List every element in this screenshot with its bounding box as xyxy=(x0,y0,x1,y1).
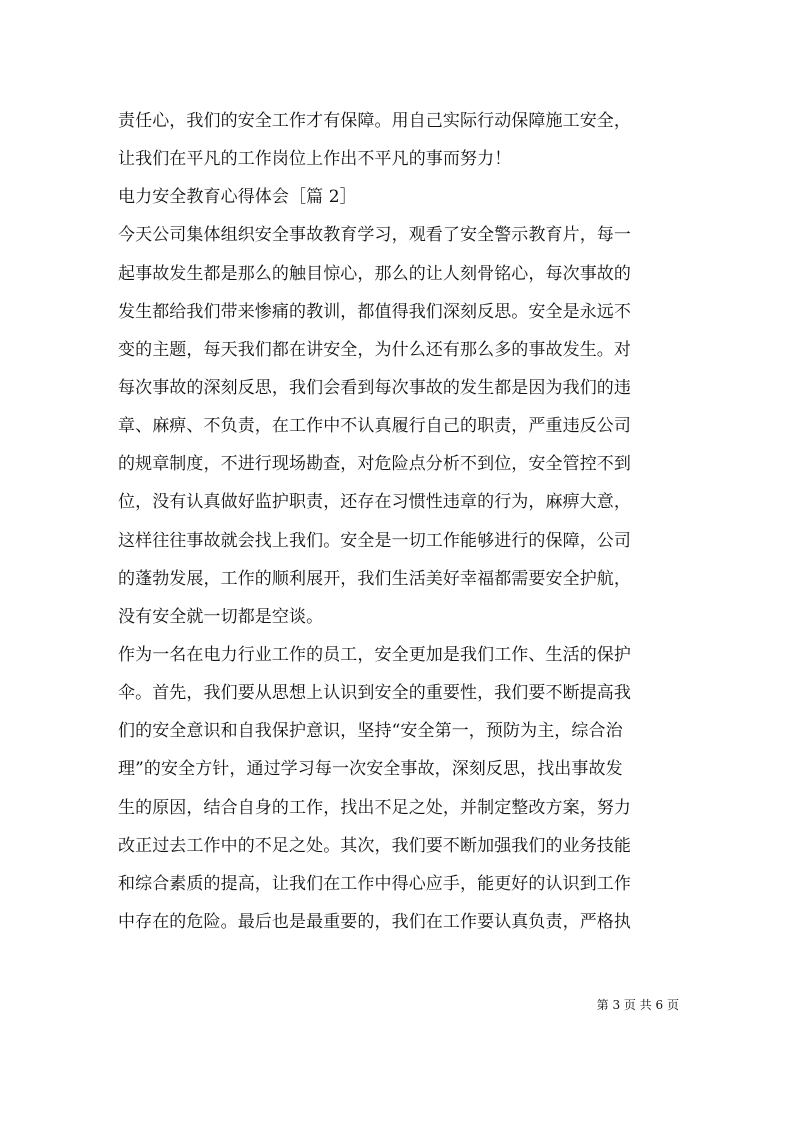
text-line-6: 发生都给我们带来惨痛的教训，都值得我们深刻反思。安全是永远不 xyxy=(118,301,631,322)
text-line-5: 起事故发生都是那么的触目惊心，那么的让人刻骨铭心，每次事故的 xyxy=(118,263,631,284)
text-line-20: 改正过去工作中的不足之处。其次，我们要不断加强我们的业务技能 xyxy=(118,835,631,856)
page-number-footer: 第 3 页 共 6 页 xyxy=(596,998,679,1012)
text-line-11: 位，没有认真做好监护职责，还存在习惯性违章的行为，麻痹大意， xyxy=(118,492,631,513)
section-heading: 电力安全教育心得体会［篇 2］ xyxy=(118,187,357,208)
page-body xyxy=(118,102,683,941)
text-line-4: 今天公司集体组织安全事故教育学习，观看了安全警示教育片，每一 xyxy=(118,225,631,246)
text-line-19: 生的原因，结合自身的工作，找出不足之处，并制定整改方案，努力 xyxy=(118,797,631,818)
text-line-8: 每次事故的深刻反思，我们会看到每次事故的发生都是因为我们的违 xyxy=(118,377,631,398)
text-line-17: 们的安全意识和自我保护意识，坚持“安全第一，预防为主，综合治 xyxy=(118,721,623,742)
text-line-13: 的蓬勃发展，工作的顺利展开，我们生活美好幸福都需要安全护航， xyxy=(118,568,631,589)
text-line-2: 让我们在平凡的工作岗位上作出不平凡的事而努力！ xyxy=(118,149,512,170)
text-line-7: 变的主题，每天我们都在讲安全，为什么还有那么多的事故发生。对 xyxy=(118,339,631,360)
text-line-18: 理”的安全方针，通过学习每一次安全事故，深刻反思，找出事故发 xyxy=(118,759,623,780)
text-line-22: 中存在的危险。最后也是最重要的，我们在工作要认真负责，严格执 xyxy=(118,911,631,932)
text-line-21: 和综合素质的提高，让我们在工作中得心应手，能更好的认识到工作 xyxy=(118,873,631,894)
text-line-12: 这样往往事故就会找上我们。安全是一切工作能够进行的保障，公司 xyxy=(118,530,631,551)
text-line-1: 责任心，我们的安全工作才有保障。用自己实际行动保障施工安全， xyxy=(118,111,631,131)
text-line-10: 的规章制度，不进行现场勘查，对危险点分析不到位，安全管控不到 xyxy=(118,454,631,475)
text-line-14: 没有安全就一切都是空谈。 xyxy=(118,606,324,627)
text-line-9: 章、麻痹、不负责，在工作中不认真履行自己的职责，严重违反公司 xyxy=(118,416,631,437)
text-line-15: 作为一名在电力行业工作的员工，安全更加是我们工作、生活的保护 xyxy=(118,644,631,665)
text-line-16: 伞。首先，我们要从思想上认识到安全的重要性，我们要不断提高我 xyxy=(118,683,631,704)
